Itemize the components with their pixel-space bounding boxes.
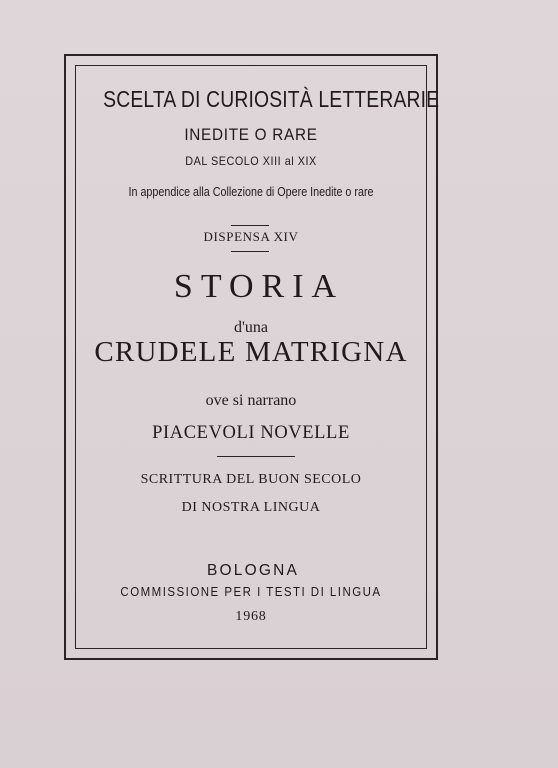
main-title: STORIA [173, 268, 345, 305]
series-title: SCELTA DI CURIOSITÀ LETTERARIE [103, 86, 440, 112]
divider-middle [217, 456, 295, 457]
scrittura-line: SCRITTURA DEL BUON SECOLO [140, 472, 362, 487]
title-subject: CRUDELE MATRIGNA [94, 336, 408, 368]
divider-bottom [231, 251, 269, 252]
appendix-note: In appendice alla Collezione di Opere Inedite o rare [128, 185, 374, 199]
series-subtitle: INEDITE O RARE [184, 125, 318, 144]
period-line: DAL SECOLO XIII al XIX [185, 154, 317, 168]
lingua-line: DI NOSTRA LINGUA [181, 500, 321, 515]
title-connector: d'una [234, 319, 268, 336]
narrated-line: ove si narrano [205, 392, 297, 409]
novelle-line: PIACEVOLI NOVELLE [152, 423, 350, 443]
publisher-name: COMMISSIONE PER I TESTI DI LINGUA [120, 585, 382, 599]
divider-top [231, 225, 269, 226]
publication-year: 1968 [235, 609, 267, 624]
publication-city: BOLOGNA [206, 562, 300, 579]
dispensa-label: DISPENSA XIV [203, 229, 299, 244]
